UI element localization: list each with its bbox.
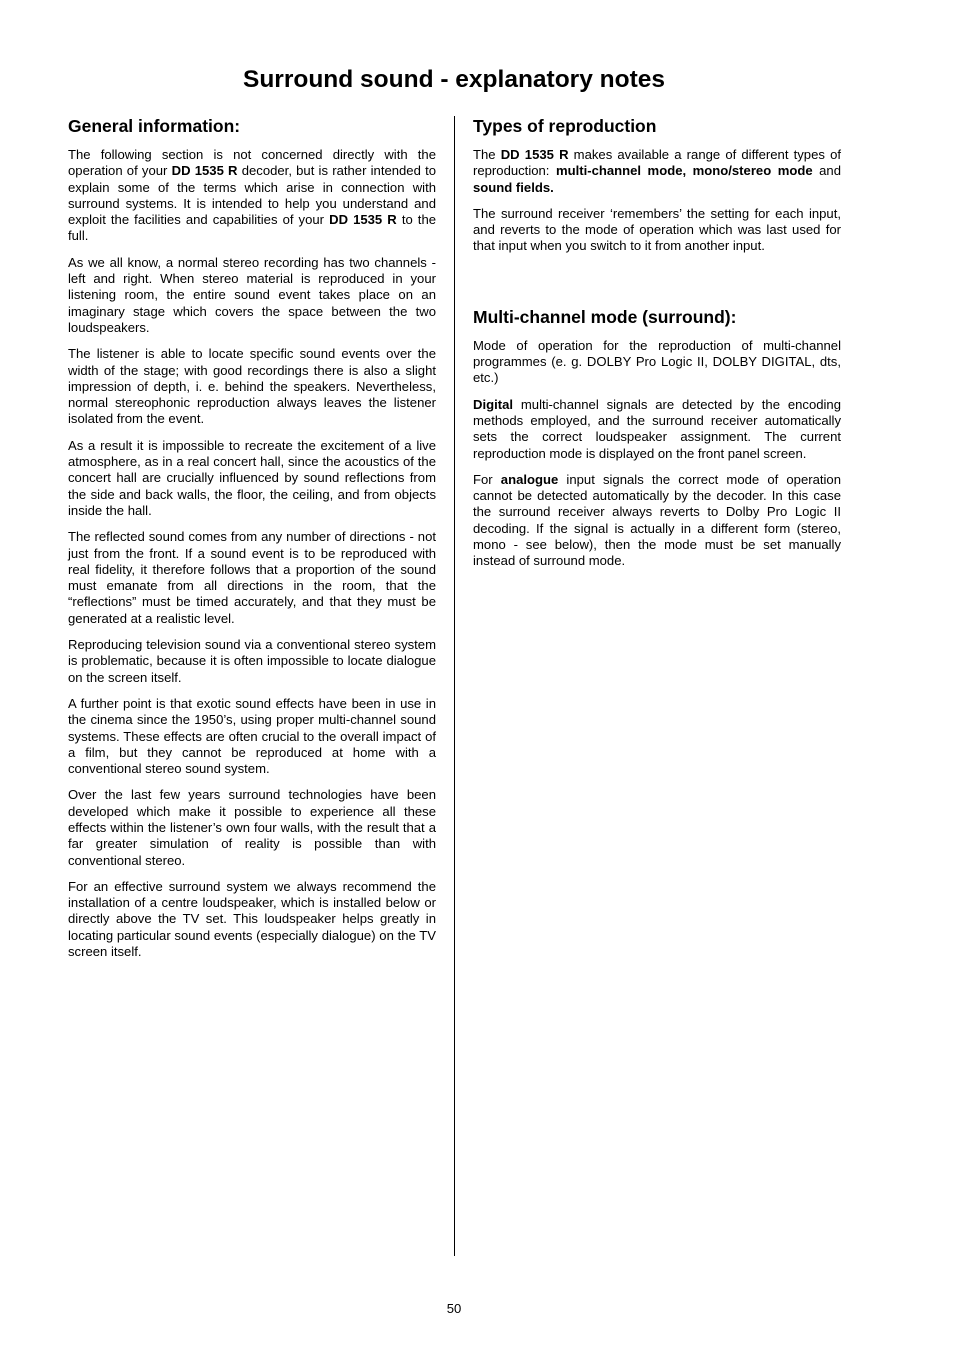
multi-channel-paragraph-3 bbox=[473, 472, 841, 570]
multi-channel-paragraph-2 bbox=[473, 397, 841, 462]
types-paragraph-2: The surround receiver ‘remembers’ the setting for each input, and reverts to the mode of operation which was last used for that input when you switch to it from another input. bbox=[473, 205, 841, 254]
model-name: DD 1535 R bbox=[329, 212, 397, 228]
left-column bbox=[68, 116, 436, 970]
text-span: to the full. bbox=[68, 212, 437, 244]
text-span: input signals the correct mode of operation cannot be detected automatically by the decoder. In this case the surround receiver always reverts to Dolby Pro Logic II decoding. If the signal is actually in a different form (stereo, mono - see below), then the mode must be set manually instead of surround mode. bbox=[473, 471, 841, 569]
model-name: DD 1535 R bbox=[171, 163, 238, 179]
general-info-paragraph-2: As we all know, a normal stereo recording has two channels - left and right. When stereo material is reproduced in your listening room, the entire sound event takes place on an imaginary stage which covers the space between the two loudspeakers. bbox=[68, 254, 436, 335]
text-span: decoder, but is rather intended to explain some of the terms which arise in connection with surround systems. It is intended to help you understand and exploit the facilities and capabilities of your bbox=[68, 163, 436, 228]
text-span: and bbox=[812, 163, 841, 179]
multi-channel-mode-heading: Multi-channel mode (surround): bbox=[473, 306, 737, 327]
model-name: DD 1535 R bbox=[500, 147, 569, 162]
general-info-paragraph-3: The listener is able to locate specific sound events over the width of the stage; with good recordings there is also a slight impression of depth, i. e. behind the speakers. Nevertheless, normal stereophonic reproduction always leaves the listener isolated from the event. bbox=[68, 346, 436, 427]
column-divider bbox=[454, 116, 455, 1256]
right-column bbox=[473, 116, 841, 580]
page-title: Surround sound - explanatory notes bbox=[243, 66, 665, 93]
types-paragraph-1 bbox=[473, 147, 841, 196]
general-info-paragraph-7: A further point is that exotic sound effects have been in use in the cinema since the 1950’s, using proper multi-channel sound systems. These effects are often crucial to the overall impact of a film, but they cannot be reproduced at home with a conventional stereo sound system. bbox=[68, 695, 436, 777]
multi-channel-paragraph-1: Mode of operation for the reproduction of multi-channel programmes (e. g. DOLBY Pro Logic II, DOLBY DIGITAL, dts, etc.) bbox=[473, 337, 841, 386]
general-info-paragraph-9: For an effective surround system we always recommend the installation of a centre loudspeaker, which is installed below or directly above the TV set. This loudspeaker helps greatly in locating particular sound events (especially dialogue) on the TV screen itself. bbox=[68, 878, 436, 960]
section-spacer bbox=[473, 265, 841, 307]
bold-term: Digital bbox=[473, 396, 514, 412]
text-span: The bbox=[473, 147, 501, 162]
types-of-reproduction-heading: Types of reproduction bbox=[473, 116, 657, 136]
general-info-paragraph-1 bbox=[68, 147, 436, 245]
general-info-paragraph-5: The reflected sound comes from any number of directions - not just from the front. If a sound event is to be reproduced with real fidelity, it therefore follows that a proportion of the sound must emanate from all directions in the room, that the “reflections” must be timed accurately, and that they must be generated at a realistic level. bbox=[68, 529, 436, 626]
general-information-heading: General information: bbox=[68, 116, 241, 136]
text-span: multi-channel signals are detected by the encoding methods employed, and the surround receiver automatically sets the correct loudspeaker assignment. The current reproduction mode is displayed on the front panel screen. bbox=[473, 396, 841, 461]
text-span: For bbox=[473, 471, 501, 487]
bold-term: analogue bbox=[500, 471, 559, 487]
general-info-paragraph-8: Over the last few years surround technologies have been developed which make it possible to experience all these effects within the listener’s own four walls, with the result that a far greater simulation of reality is possible than with conventional stereo. bbox=[68, 787, 436, 868]
text-span: The following section is not concerned directly with the operation of your bbox=[68, 147, 436, 179]
page-number: 50 bbox=[446, 1301, 462, 1316]
bold-term: sound fields. bbox=[473, 179, 554, 195]
text-span: makes available a range of different types of reproduction: bbox=[473, 147, 841, 179]
general-info-paragraph-4: As a result it is impossible to recreate the excitement of a live atmosphere, as in a real concert hall, since the acoustics of the concert hall are crucially influenced by sound reflections from the side and back walls, the floor, the ceiling, and from objects inside the hall. bbox=[68, 437, 436, 518]
general-info-paragraph-6: Reproducing television sound via a conventional stereo system is problematic, because it is often impossible to locate dialogue on the screen itself. bbox=[68, 637, 436, 685]
bold-term: multi-channel mode, mono/stereo mode bbox=[555, 163, 813, 179]
